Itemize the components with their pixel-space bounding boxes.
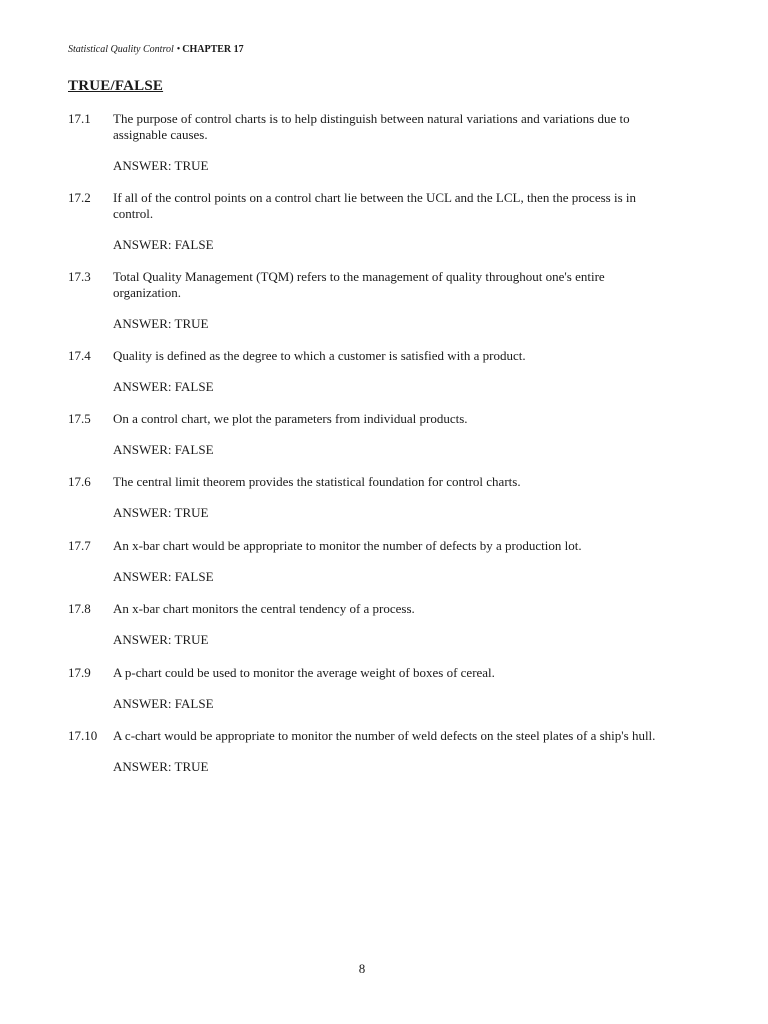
answer-text: ANSWER: FALSE — [113, 569, 214, 584]
running-header — [68, 44, 244, 56]
question-text: On a control chart, we plot the parameters from individual products. — [113, 411, 468, 426]
question-text: A p-chart could be used to monitor the average weight of boxes of cereal. — [113, 665, 495, 680]
answer-text: ANSWER: FALSE — [113, 237, 214, 252]
answer-text: ANSWER: TRUE — [113, 632, 209, 647]
question-text: Total Quality Management (TQM) refers to the management of quality throughout one's entire organization. — [113, 269, 605, 300]
question-number: 17.8 — [68, 601, 91, 616]
question-item — [68, 601, 658, 648]
question-number: 17.4 — [68, 348, 91, 363]
question-number: 17.6 — [68, 474, 91, 489]
question-number: 17.5 — [68, 411, 91, 426]
question-number: 17.10 — [68, 728, 98, 743]
question-number: 17.2 — [68, 190, 91, 205]
question-text: A c-chart would be appropriate to monitor the number of weld defects on the steel plates of a ship's hull. — [113, 728, 656, 743]
question-number: 17.9 — [68, 665, 91, 680]
answer-text: ANSWER: FALSE — [113, 379, 214, 394]
question-item — [68, 190, 658, 253]
question-item — [68, 269, 658, 332]
question-number: 17.7 — [68, 538, 91, 553]
question-item — [68, 538, 658, 585]
answer-text: ANSWER: TRUE — [113, 505, 209, 520]
chapter-name: Statistical Quality Control — [68, 44, 174, 55]
question-number: 17.1 — [68, 111, 91, 126]
answer-text: ANSWER: TRUE — [113, 158, 209, 173]
question-text: Quality is defined as the degree to which a customer is satisfied with a product. — [113, 348, 526, 363]
header-bullet: • — [176, 44, 181, 55]
chapter-number: CHAPTER 17 — [182, 44, 244, 55]
answer-text: ANSWER: TRUE — [113, 316, 209, 331]
question-text: An x-bar chart would be appropriate to monitor the number of defects by a production lot. — [113, 538, 582, 553]
answer-text: ANSWER: FALSE — [113, 442, 214, 457]
question-item — [68, 348, 658, 395]
question-item — [68, 111, 658, 174]
answer-text: ANSWER: TRUE — [113, 759, 209, 774]
question-number: 17.3 — [68, 269, 91, 284]
question-item — [68, 474, 658, 521]
question-text: An x-bar chart monitors the central tendency of a process. — [113, 601, 415, 616]
answer-text: ANSWER: FALSE — [113, 696, 214, 711]
question-item — [68, 665, 658, 712]
question-text: The purpose of control charts is to help distinguish between natural variations and variations due to assignable causes. — [113, 111, 630, 142]
page-number: 8 — [358, 961, 366, 976]
question-text: The central limit theorem provides the statistical foundation for control charts. — [113, 474, 521, 489]
question-text: If all of the control points on a control chart lie between the UCL and the LCL, then the process is in control. — [113, 190, 636, 221]
section-title: TRUE/FALSE — [68, 78, 164, 94]
question-item — [68, 728, 658, 775]
question-item — [68, 411, 658, 458]
